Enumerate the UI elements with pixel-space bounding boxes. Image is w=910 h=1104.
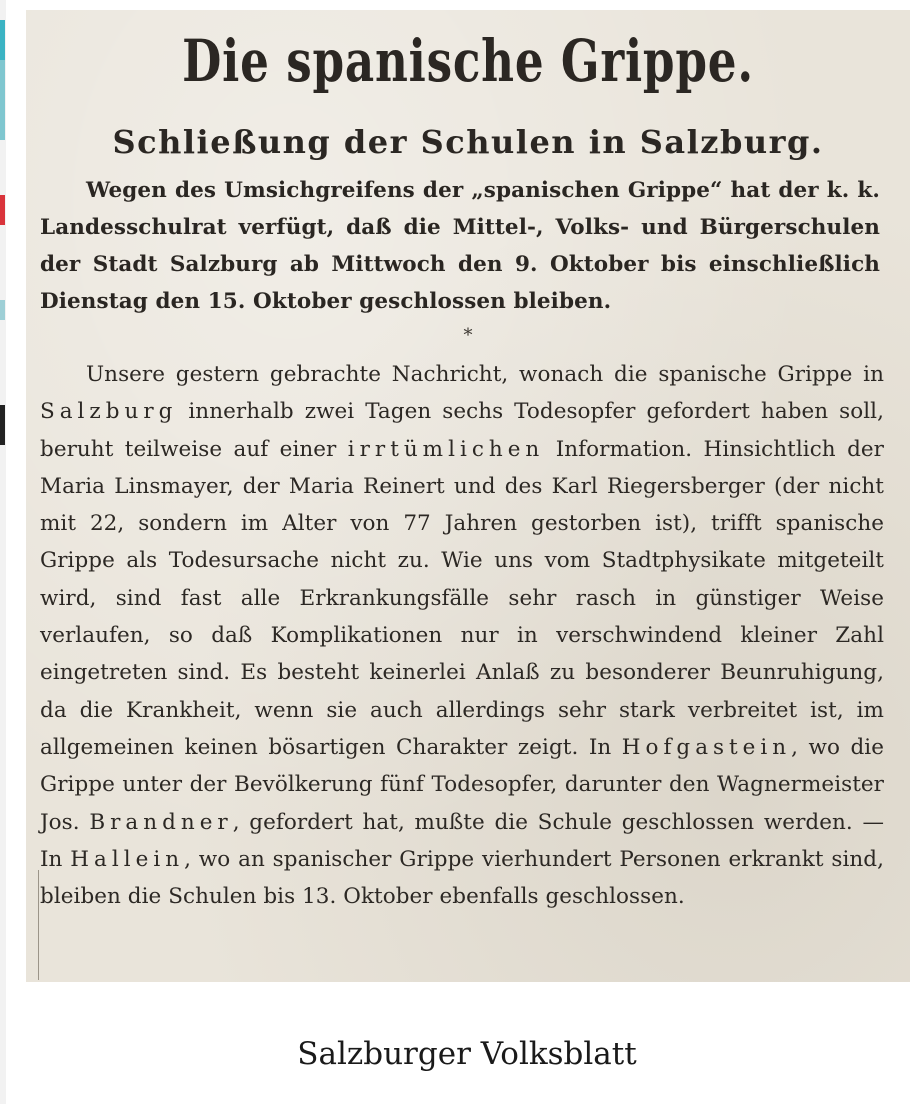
article-lead-paragraph: Wegen des Umsichgreifens der „spanischen Grippe“ hat der k. k. Landesschulrat verfügt, daß die Mittel-, Volks- und Bürgerschulen der Stadt Salzburg ab Mittwoch den 9. Oktober bis einschließlich Dienstag den 15. Oktober geschlossen bleiben. <box>40 178 880 314</box>
article-body-paragraph <box>40 356 884 915</box>
body-text-segment: , wo an spanischer Grippe vierhundert Personen erkrankt sind, bleiben die Schulen bis 13. Oktober ebenfalls geschlossen. <box>40 846 884 910</box>
edge-mark-red <box>0 195 5 225</box>
body-text-segment: , gefordert hat, mußte die Schule geschlossen werden. — In <box>40 809 885 872</box>
clipping-edge-line <box>38 870 39 980</box>
body-text-segment: innerhalb zwei Tagen sechs Todesopfer gefordert haben soll, beruht teilweise auf einer <box>40 399 884 462</box>
edge-mark-teal <box>0 20 5 60</box>
newspaper-clipping <box>26 10 910 982</box>
body-spaced-word-brandner: Brandner <box>89 809 233 835</box>
body-spaced-word-hofgastein: Hofgastein <box>621 734 792 760</box>
section-separator: * <box>463 325 473 346</box>
left-edge-strip <box>0 0 6 1104</box>
edge-mark-dark <box>0 405 5 445</box>
article-subheadline: Schließung der Schulen in Salzburg. <box>112 123 824 161</box>
body-text-segment: Information. Hinsichtlich der Maria Linsmayer, der Maria Reinert und des Karl Riegersberger (der nicht mit 22, sondern im Alter von 77 Jahren gestorben ist), trifft spanische Grippe als Todesursache nicht zu. Wie uns vom Stadtphysikate mitgeteilt wird, sind fast alle Erkrankungsfälle sehr rasch in günstiger Weise verlaufen, so daß Komplikationen nur in verschwindend kleiner Zahl eingetreten sind. Es besteht keinerlei Anlaß zu besonderer Beunruhigung, da die Krankheit, wenn sie auch allerdings sehr stark verbreitet ist, im allgemeinen keinen bösartigen Charakter zeigt. In <box>40 436 885 760</box>
edge-mark-light-teal <box>0 60 5 140</box>
body-text-segment: Unsere gestern gebrachte Nachricht, wonach die spanische Grippe in <box>86 362 884 387</box>
body-text-segment: , wo die Grippe unter der Bevölkerung fünf Todesopfer, darunter den Wagnermeister Jos. <box>40 734 884 835</box>
image-caption: Salzburger Volksblatt <box>297 1036 637 1072</box>
body-spaced-word-irrtuemlichen: irrtümlichen <box>347 436 545 462</box>
body-spaced-word-salzburg: Salzburg <box>40 399 178 425</box>
edge-mark-pale-teal <box>0 300 5 320</box>
article-headline: Die spanische Grippe. <box>182 27 754 95</box>
body-spaced-word-hallein: Hallein <box>70 846 185 872</box>
